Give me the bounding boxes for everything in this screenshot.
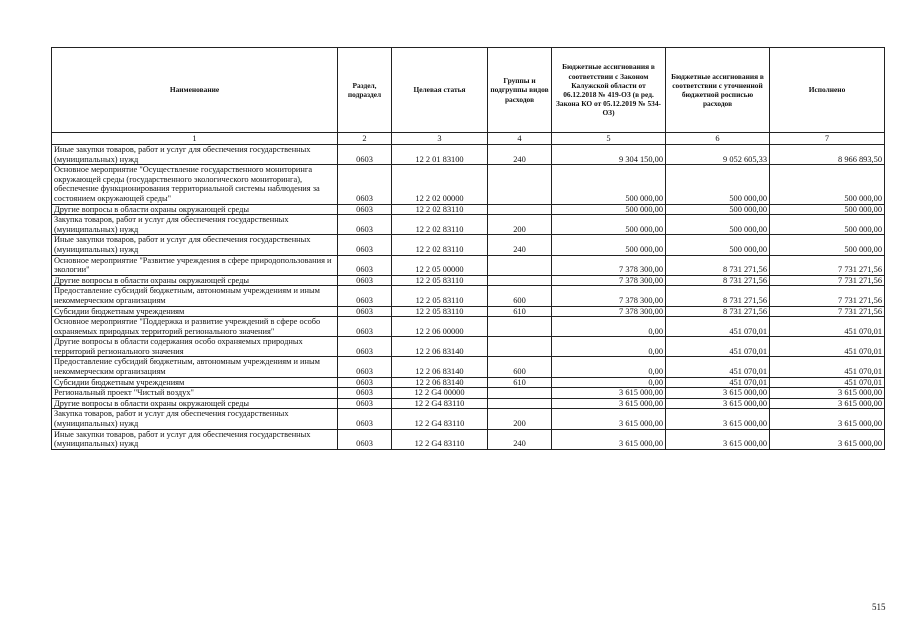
row-budget-list: 8 731 271,56 <box>666 306 770 317</box>
row-group: 600 <box>488 286 552 306</box>
row-target: 12 2 06 83140 <box>392 357 488 377</box>
row-section: 0603 <box>338 215 392 235</box>
row-executed: 500 000,00 <box>770 215 885 235</box>
row-section: 0603 <box>338 398 392 409</box>
row-section: 0603 <box>338 255 392 275</box>
row-name: Другие вопросы в области охраны окружающей среды <box>52 204 338 215</box>
row-group <box>488 204 552 215</box>
table-row <box>52 317 885 337</box>
row-group: 200 <box>488 409 552 429</box>
row-target: 12 2 G4 83110 <box>392 429 488 449</box>
row-executed: 7 731 271,56 <box>770 306 885 317</box>
row-group <box>488 398 552 409</box>
row-budget-list: 8 731 271,56 <box>666 286 770 306</box>
row-executed: 7 731 271,56 <box>770 286 885 306</box>
row-budget-law: 7 378 300,00 <box>552 255 666 275</box>
row-group: 610 <box>488 306 552 317</box>
row-name: Основное мероприятие "Поддержка и развитие учреждений в сфере особо охраняемых природных территорий регионального значения" <box>52 317 338 337</box>
row-section: 0603 <box>338 204 392 215</box>
row-target: 12 2 05 00000 <box>392 255 488 275</box>
row-budget-law: 3 615 000,00 <box>552 398 666 409</box>
row-executed: 500 000,00 <box>770 235 885 255</box>
row-budget-law: 500 000,00 <box>552 165 666 204</box>
row-executed: 3 615 000,00 <box>770 398 885 409</box>
row-section: 0603 <box>338 317 392 337</box>
row-executed: 500 000,00 <box>770 165 885 204</box>
row-name: Другие вопросы в области содержания особо охраняемых природных территорий регионального значения <box>52 337 338 357</box>
row-budget-law: 500 000,00 <box>552 235 666 255</box>
table-row <box>52 165 885 204</box>
table-row <box>52 409 885 429</box>
row-budget-list: 3 615 000,00 <box>666 429 770 449</box>
row-name: Другие вопросы в области охраны окружающей среды <box>52 398 338 409</box>
row-budget-law: 0,00 <box>552 337 666 357</box>
row-executed: 7 731 271,56 <box>770 275 885 286</box>
header-name: Наименование <box>52 48 338 133</box>
row-target: 12 2 05 83110 <box>392 275 488 286</box>
row-executed: 451 070,01 <box>770 357 885 377</box>
row-budget-law: 7 378 300,00 <box>552 306 666 317</box>
column-number: 6 <box>666 133 770 145</box>
row-name: Субсидии бюджетным учреждениям <box>52 377 338 388</box>
row-name: Основное мероприятие "Развитие учреждения в сфере природопользования и экологии" <box>52 255 338 275</box>
row-budget-law: 7 378 300,00 <box>552 286 666 306</box>
table-row <box>52 275 885 286</box>
row-group <box>488 275 552 286</box>
row-budget-list: 451 070,01 <box>666 337 770 357</box>
row-target: 12 2 06 83140 <box>392 377 488 388</box>
row-name: Иные закупки товаров, работ и услуг для обеспечения государственных (муниципальных) нужд <box>52 235 338 255</box>
column-number: 2 <box>338 133 392 145</box>
row-budget-law: 500 000,00 <box>552 215 666 235</box>
table-row <box>52 215 885 235</box>
row-target: 12 2 G4 83110 <box>392 398 488 409</box>
row-budget-list: 8 731 271,56 <box>666 275 770 286</box>
table-row <box>52 357 885 377</box>
header-executed: Исполнено <box>770 48 885 133</box>
row-executed: 3 615 000,00 <box>770 429 885 449</box>
row-group: 600 <box>488 357 552 377</box>
row-group: 200 <box>488 215 552 235</box>
table-row <box>52 286 885 306</box>
row-group <box>488 165 552 204</box>
row-name: Закупка товаров, работ и услуг для обеспечения государственных (муниципальных) нужд <box>52 409 338 429</box>
row-target: 12 2 05 83110 <box>392 286 488 306</box>
column-number: 7 <box>770 133 885 145</box>
row-name: Субсидии бюджетным учреждениям <box>52 306 338 317</box>
row-name: Предоставление субсидий бюджетным, автономным учреждениям и иным некоммерческим организациям <box>52 357 338 377</box>
row-budget-list: 500 000,00 <box>666 215 770 235</box>
row-name: Предоставление субсидий бюджетным, автономным учреждениям и иным некоммерческим организациям <box>52 286 338 306</box>
row-section: 0603 <box>338 235 392 255</box>
row-budget-law: 7 378 300,00 <box>552 275 666 286</box>
column-number: 1 <box>52 133 338 145</box>
row-executed: 451 070,01 <box>770 377 885 388</box>
row-group: 240 <box>488 429 552 449</box>
row-target: 12 2 01 83100 <box>392 145 488 165</box>
row-section: 0603 <box>338 357 392 377</box>
column-number: 3 <box>392 133 488 145</box>
row-section: 0603 <box>338 286 392 306</box>
row-target: 12 2 02 83110 <box>392 235 488 255</box>
row-target: 12 2 02 83110 <box>392 215 488 235</box>
row-name: Иные закупки товаров, работ и услуг для обеспечения государственных (муниципальных) нужд <box>52 145 338 165</box>
table-row <box>52 204 885 215</box>
row-executed: 500 000,00 <box>770 204 885 215</box>
column-number: 5 <box>552 133 666 145</box>
row-section: 0603 <box>338 337 392 357</box>
row-group: 240 <box>488 145 552 165</box>
table-row <box>52 377 885 388</box>
header-group: Группы и подгруппы видов расходов <box>488 48 552 133</box>
budget-table <box>51 47 885 450</box>
header-row <box>52 48 885 133</box>
row-budget-law: 3 615 000,00 <box>552 409 666 429</box>
row-group: 610 <box>488 377 552 388</box>
table-row <box>52 255 885 275</box>
table-row <box>52 388 885 399</box>
row-executed: 3 615 000,00 <box>770 388 885 399</box>
row-budget-law: 500 000,00 <box>552 204 666 215</box>
table-row <box>52 337 885 357</box>
row-target: 12 2 06 83140 <box>392 337 488 357</box>
row-budget-list: 451 070,01 <box>666 357 770 377</box>
row-executed: 451 070,01 <box>770 337 885 357</box>
row-section: 0603 <box>338 145 392 165</box>
row-budget-list: 9 052 605,33 <box>666 145 770 165</box>
row-target: 12 2 06 00000 <box>392 317 488 337</box>
row-name: Закупка товаров, работ и услуг для обеспечения государственных (муниципальных) нужд <box>52 215 338 235</box>
table-row <box>52 235 885 255</box>
row-budget-list: 451 070,01 <box>666 377 770 388</box>
row-target: 12 2 05 83110 <box>392 306 488 317</box>
row-name: Иные закупки товаров, работ и услуг для обеспечения государственных (муниципальных) нужд <box>52 429 338 449</box>
row-executed: 7 731 271,56 <box>770 255 885 275</box>
row-group <box>488 337 552 357</box>
row-executed: 8 966 893,50 <box>770 145 885 165</box>
header-budget-list: Бюджетные ассигнования в соответствии с уточненной бюджетной росписью расходов <box>666 48 770 133</box>
row-budget-law: 0,00 <box>552 377 666 388</box>
row-budget-law: 0,00 <box>552 317 666 337</box>
row-target: 12 2 02 83110 <box>392 204 488 215</box>
row-budget-list: 8 731 271,56 <box>666 255 770 275</box>
row-group: 240 <box>488 235 552 255</box>
header-section: Раздел, подраздел <box>338 48 392 133</box>
row-budget-list: 451 070,01 <box>666 317 770 337</box>
row-budget-law: 9 304 150,00 <box>552 145 666 165</box>
page-number: 515 <box>872 602 886 612</box>
row-budget-law: 0,00 <box>552 357 666 377</box>
row-name: Другие вопросы в области охраны окружающей среды <box>52 275 338 286</box>
row-name: Основное мероприятие "Осуществление государственного мониторинга окружающей среды (государственного экологического мониторинга), обеспечение функционирования территориальной системы наблюдения за состоянием окружающей среды" <box>52 165 338 204</box>
table-row <box>52 429 885 449</box>
row-budget-list: 500 000,00 <box>666 235 770 255</box>
row-section: 0603 <box>338 429 392 449</box>
row-target: 12 2 02 00000 <box>392 165 488 204</box>
row-budget-list: 3 615 000,00 <box>666 398 770 409</box>
row-section: 0603 <box>338 275 392 286</box>
row-section: 0603 <box>338 377 392 388</box>
row-section: 0603 <box>338 409 392 429</box>
row-budget-law: 3 615 000,00 <box>552 388 666 399</box>
row-budget-list: 500 000,00 <box>666 204 770 215</box>
row-section: 0603 <box>338 306 392 317</box>
row-target: 12 2 G4 83110 <box>392 409 488 429</box>
row-budget-law: 3 615 000,00 <box>552 429 666 449</box>
column-number-row <box>52 133 885 145</box>
row-executed: 451 070,01 <box>770 317 885 337</box>
row-executed: 3 615 000,00 <box>770 409 885 429</box>
row-budget-list: 3 615 000,00 <box>666 388 770 399</box>
row-name: Региональный проект "Чистый воздух" <box>52 388 338 399</box>
row-group <box>488 317 552 337</box>
row-budget-list: 3 615 000,00 <box>666 409 770 429</box>
row-section: 0603 <box>338 165 392 204</box>
header-budget-law: Бюджетные ассигнования в соответствии с Законом Калужской области от 06.12.2018 № 419-ОЗ (в ред. Закона КО от 05.12.2019 № 534-ОЗ) <box>552 48 666 133</box>
table-row <box>52 145 885 165</box>
row-group <box>488 255 552 275</box>
row-section: 0603 <box>338 388 392 399</box>
table-row <box>52 398 885 409</box>
table-row <box>52 306 885 317</box>
row-group <box>488 388 552 399</box>
column-number: 4 <box>488 133 552 145</box>
header-target: Целевая статья <box>392 48 488 133</box>
row-target: 12 2 G4 00000 <box>392 388 488 399</box>
row-budget-list: 500 000,00 <box>666 165 770 204</box>
